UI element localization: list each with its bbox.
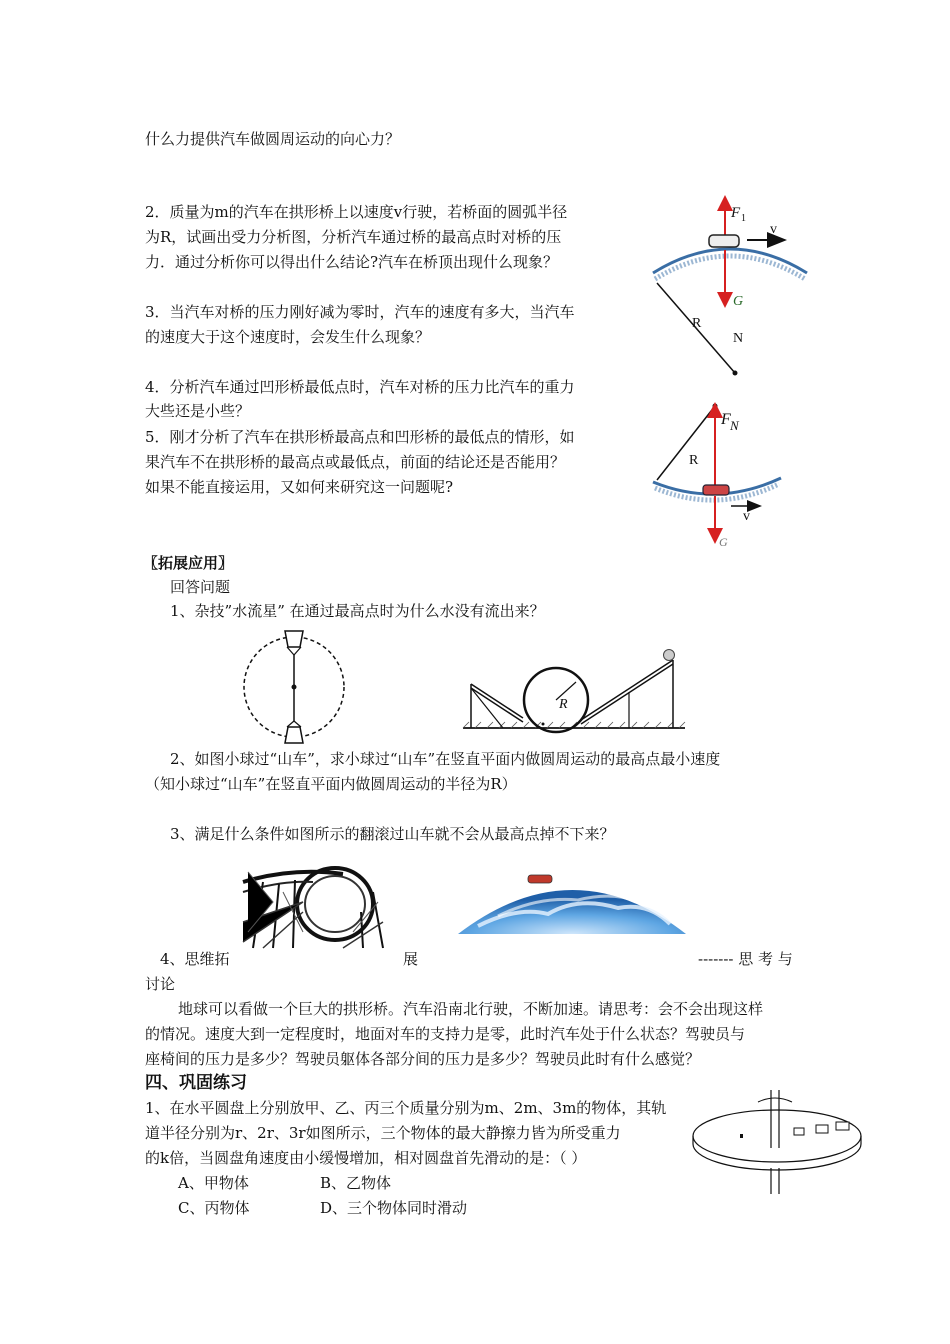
car-on-earth-icon	[528, 875, 552, 883]
ext-q1: 1、杂技”水流星” 在通过最高点时为什么水没有流出来？	[170, 602, 545, 620]
r-label: R	[692, 316, 702, 331]
q4-line-2: 大些还是小些？	[145, 402, 251, 420]
arch-road	[653, 249, 807, 273]
option-b: B、乙物体	[320, 1174, 392, 1192]
arch-bridge-figure	[645, 195, 805, 385]
radius-line-2	[657, 406, 715, 480]
practice-1-line-2: 道半径分别为r、2r、3r如图所示，三个物体的最大静擦力皆为所受重力	[145, 1124, 621, 1142]
center-dot-2	[713, 404, 718, 409]
ext-q4-label-c: ------- 思 考 与	[698, 950, 793, 968]
car-icon-2	[703, 485, 729, 495]
cup-top-icon	[285, 631, 303, 647]
block-yi-icon	[816, 1125, 828, 1133]
q5-line-3: 如果不能直接运用，又如何来研究这一问题呢?	[145, 478, 454, 496]
section-4-title: 四、巩固练习	[145, 1073, 247, 1093]
f1-subscript: 1	[741, 213, 746, 224]
ext-q2-line-1: 2、如图小球过“山车”，求小球过“山车”在竖直平面内做圆周运动的最高点最小速度	[170, 750, 721, 768]
practice-1-line-1: 1、在水平圆盘上分别放甲、乙、丙三个质量分别为m、2m、3m的物体，其轨	[145, 1099, 667, 1117]
ext-q4-label-a: 4、思维拓	[160, 950, 230, 968]
ext-q4-label-b: 展	[403, 950, 419, 968]
q3-line-1: 3．当汽车对桥的压力刚好减为零时，汽车的速度有多大，当汽车	[145, 303, 575, 321]
fn-subscript: N	[730, 418, 739, 433]
concave-bridge-figure	[645, 400, 805, 550]
water-meteor-figure	[240, 627, 350, 752]
roller-coaster-photo	[243, 862, 388, 948]
ext-q4-body-2: 的情况。速度大到一定程度时，地面对车的支持力是零，此时汽车处于什么状态？驾驶员与	[145, 1025, 746, 1043]
ext-intro: 回答问题	[170, 578, 231, 596]
g-label: G	[733, 294, 744, 309]
v-label-2: v	[743, 509, 750, 524]
q2-line-3: 力．通过分析你可以得出什么结论?汽车在桥顶出现什么现象？	[145, 253, 559, 271]
practice-1-line-3: 的k倍，当圆盘角速度由小缓慢增加，相对圆盘首先滑动的是：（ ）	[145, 1149, 587, 1167]
ext-q4-body-1: 地球可以看做一个巨大的拱形桥。汽车沿南北行驶，不断加速。请思考：会不会出现这样	[178, 1000, 764, 1018]
loop-r-label: R	[559, 697, 568, 712]
n-label: N	[733, 331, 744, 346]
center-dot	[733, 371, 738, 376]
q5-line-1: 5．刚才分析了汽车在拱形桥最高点和凹形桥的最低点的情形，如	[145, 428, 575, 446]
ball-icon	[664, 650, 675, 661]
q2-line-2: 为R，试画出受力分析图，分析汽车通过桥的最高点时对桥的压	[145, 228, 562, 246]
loop-coaster-figure	[463, 652, 688, 732]
v-label: v	[770, 222, 777, 237]
cup-bottom-icon	[285, 727, 303, 743]
option-a: A、甲物体	[178, 1174, 249, 1192]
q4-line-1: 4．分析汽车通过凹形桥最低点时，汽车对桥的压力比汽车的重力	[145, 378, 575, 396]
q2-line-1: 2．质量为m的汽车在拱形桥上以速度v行驶，若桥面的圆弧半径	[145, 203, 568, 221]
turntable-figure	[690, 1088, 865, 1198]
ext-title: 〖拓展应用〗	[143, 554, 234, 572]
q1-tail: 什么力提供汽车做圆周运动的向心力？	[145, 130, 401, 148]
ext-q4-label-d: 讨论	[145, 975, 176, 993]
option-c: C、丙物体	[178, 1199, 250, 1217]
g-label-2: G	[719, 535, 728, 549]
earth-photo	[458, 866, 688, 936]
block-jia-icon	[794, 1128, 804, 1135]
f1-label: F	[731, 205, 741, 221]
block-bing-icon	[836, 1122, 849, 1130]
q3-line-2: 的速度大于这个速度时，会发生什么现象？	[145, 328, 431, 346]
fn-label: F	[721, 411, 731, 428]
option-d: D、三个物体同时滑动	[320, 1199, 468, 1217]
ext-q2-line-2: （知小球过“山车”在竖直平面内做圆周运动的半径为R）	[145, 775, 517, 793]
car-icon	[709, 235, 739, 247]
q5-line-2: 果汽车不在拱形桥的最高点或最低点，前面的结论还是否能用？	[145, 453, 566, 471]
r-label-2: R	[689, 453, 699, 468]
ext-q4-body-3: 座椅间的压力是多少？驾驶员躯体各部分间的压力是多少？驾驶员此时有什么感觉？	[145, 1050, 701, 1068]
ext-q3: 3、满足什么条件如图所示的翻滚过山车就不会从最高点掉不下来？	[170, 825, 615, 843]
